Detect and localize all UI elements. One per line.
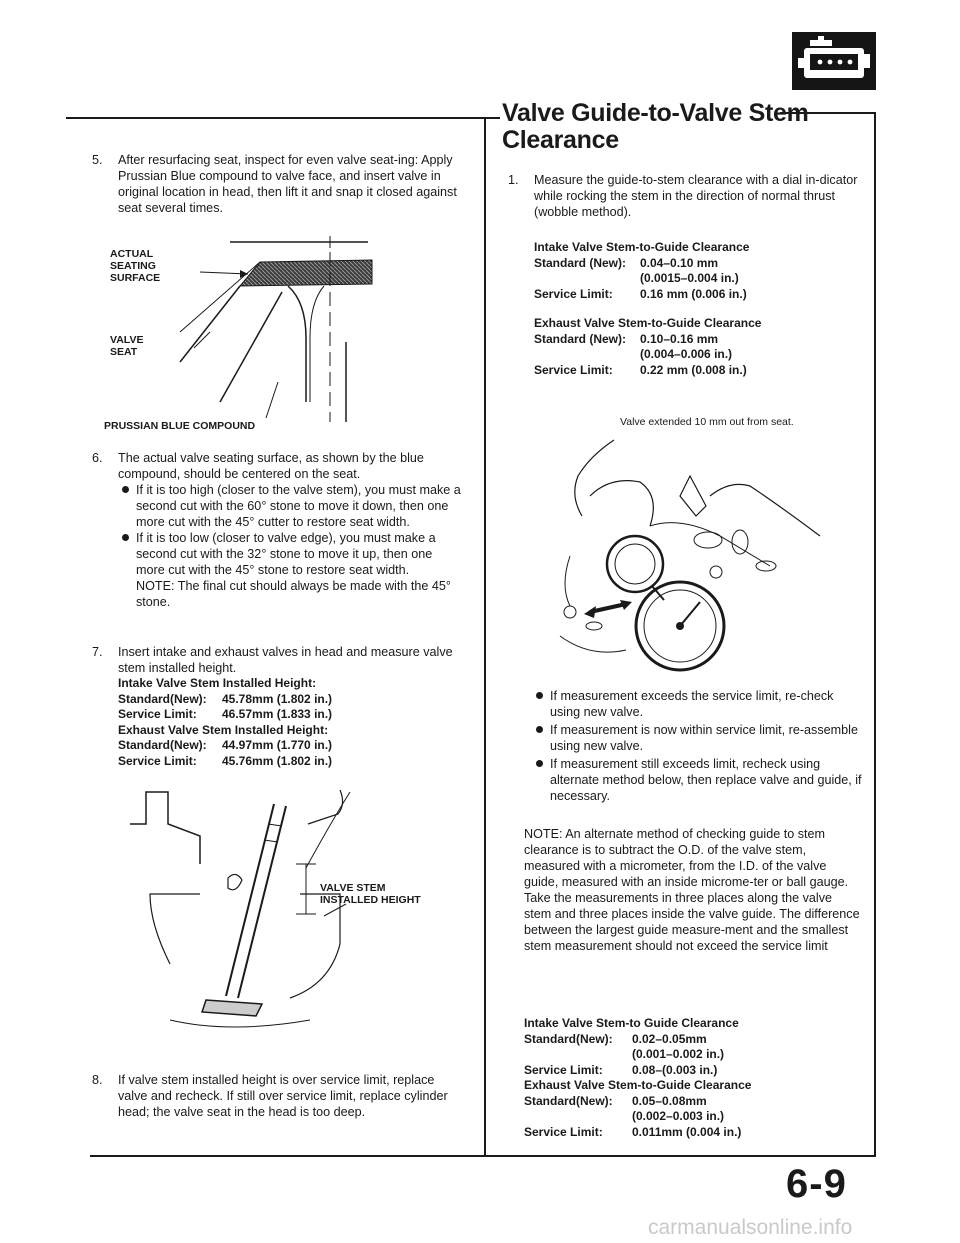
valve-seat-figure <box>104 222 470 442</box>
note-text: NOTE: An alternate method of checking guide to stem clearance is to subtract the O.D. of the valve stem, measured with a micrometer, from the I.D. of the valve guide, measured with an inside microme-ter or ball gauge. <box>524 827 849 889</box>
bullet-icon <box>122 486 129 493</box>
bullet-icon <box>122 534 129 541</box>
label-valve: VALVE <box>110 334 144 346</box>
step-8 <box>92 1072 464 1120</box>
spec-row: Standard(New): 0.05–0.08mm <box>524 1093 707 1108</box>
step-text: After resurfacing seat, inspect for even valve seat-ing: Apply Prussian Blue compound to valve face, and insert valve in original location in head, then lift it and snap it closed against seat several times. <box>118 153 457 215</box>
spec-row: (0.001–0.002 in.) <box>632 1047 725 1061</box>
title-rule-left <box>486 117 500 119</box>
label-prussian-blue: PRUSSIAN BLUE COMPOUND <box>104 420 256 432</box>
spec-row: Service Limit: 0.08–(0.003 in.) <box>524 1062 718 1077</box>
spec-row: (0.004–0.006 in.) <box>640 347 733 361</box>
alternate-method-note <box>524 826 860 954</box>
spec-row: (0.002–0.003 in.) <box>632 1109 725 1123</box>
section-title-line2: Clearance <box>502 126 619 154</box>
step-number: 8. <box>92 1073 103 1087</box>
figure-caption: Valve extended 10 mm out from seat. <box>620 416 794 428</box>
watermark: carmanualsonline.info <box>648 1216 853 1239</box>
step-5 <box>92 152 462 216</box>
spec-title: Exhaust Valve Stem-to-Guide Clearance <box>524 1078 752 1092</box>
spec-title: Exhaust Valve Stem Installed Height: <box>118 722 329 737</box>
spec-row: Service Limit: 0.011mm (0.004 in.) <box>524 1124 742 1139</box>
bullet-list <box>532 688 862 804</box>
step-6 <box>92 450 464 610</box>
step-number: 1. <box>508 173 519 187</box>
step-number: 7. <box>92 645 103 659</box>
measurement-bullets <box>532 688 862 804</box>
left-column-rule <box>484 117 486 1157</box>
list-item: If measurement exceeds the service limit, re-check using new valve. <box>532 688 862 720</box>
step-text: The actual valve seating surface, as shown by the blue compound, should be centered on the seat. <box>118 451 424 481</box>
spec-title: Intake Valve Stem-to Guide Clearance <box>524 1016 739 1030</box>
spec-row: Service Limit: 0.22 mm (0.008 in.) <box>534 362 747 377</box>
spec-title: Intake Valve Stem-to-Guide Clearance <box>534 240 750 254</box>
label-actual: ACTUAL <box>110 248 154 260</box>
spec-row: Standard (New): 0.04–0.10 mm <box>534 255 719 270</box>
list-item: If measurement still exceeds limit, recheck using alternate method below, then replace valve and guide, if necessary. <box>532 756 862 804</box>
spec-row: Standard(New): 45.78mm (1.802 in.) <box>118 691 333 706</box>
spec-row: Service Limit: 0.16 mm (0.006 in.) <box>534 286 747 301</box>
step-number: 5. <box>92 153 103 167</box>
spec-row: Service Limit: 46.57mm (1.833 in.) <box>118 707 333 721</box>
stem-to-guide-specs-alternate <box>524 1016 860 1140</box>
spec-row: Service Limit: 45.76mm (1.802 in.) <box>118 753 333 768</box>
bottom-rule <box>90 1155 876 1157</box>
note-text-2: Take the measurements in three places along the valve stem and three places inside the valve guide. The difference between the largest guide measure-ment and the smallest stem measurement should not exceed the service limit <box>524 891 860 953</box>
spec-title: Intake Valve Stem Installed Height: <box>118 676 317 690</box>
right-column-rule <box>874 112 876 1157</box>
step-text: Measure the guide-to-stem clearance with a dial in-dicator while rocking the stem in the direction of normal thrust (wobble method). <box>534 173 858 219</box>
label-surface: SURFACE <box>110 272 161 284</box>
spec-row: Standard(New): 44.97mm (1.770 in.) <box>118 738 333 752</box>
installed-height-specs <box>118 676 464 769</box>
bullet-list <box>118 482 464 578</box>
label-valve-stem: VALVE STEM <box>320 882 386 894</box>
list-item: If it is too low (closer to valve edge), you must make a second cut with the 32° stone to move it up, then one more cut with the 45° stone to restore seat width. <box>118 530 464 578</box>
page-number: 6-9 <box>786 1162 847 1206</box>
spec-row: Standard(New): 0.02–0.05mm <box>524 1031 707 1046</box>
bullet-icon <box>536 760 543 767</box>
list-item: If it is too high (closer to the valve stem), you must make a second cut with the 60° stone to move it down, then one more cut with the 45° cutter to restore seat width. <box>118 482 464 530</box>
section-title <box>502 100 809 154</box>
section-title-line1: Valve Guide-to-Valve Stem <box>502 99 809 127</box>
step-number: 6. <box>92 451 103 465</box>
label-installed-height: INSTALLED HEIGHT <box>320 894 421 906</box>
installed-height-figure <box>110 784 480 1024</box>
step-text: If valve stem installed height is over service limit, replace valve and recheck. If still over service limit, replace cylinder head; the valve seat in the head is too deep. <box>118 1073 448 1119</box>
step-text: Insert intake and exhaust valves in head and measure valve stem installed height. <box>118 645 453 675</box>
engine-block-icon <box>792 32 876 90</box>
step-1 <box>508 172 860 220</box>
label-seat: SEAT <box>110 346 138 358</box>
step-7 <box>92 644 464 769</box>
label-seating: SEATING <box>110 260 156 272</box>
dial-indicator-figure <box>530 436 860 676</box>
spec-title: Exhaust Valve Stem-to-Guide Clearance <box>534 316 762 330</box>
bullet-icon <box>536 692 543 699</box>
list-item: If measurement is now within service limit, re-assemble using new valve. <box>532 722 862 754</box>
bullet-icon <box>536 726 543 733</box>
spec-row: Standard (New): 0.10–0.16 mm <box>534 331 719 346</box>
note: NOTE: The final cut should always be made with the 45° stone. <box>136 579 451 609</box>
left-top-rule <box>66 117 486 119</box>
spec-row: (0.0015–0.004 in.) <box>640 271 739 285</box>
stem-to-guide-specs <box>534 240 864 378</box>
